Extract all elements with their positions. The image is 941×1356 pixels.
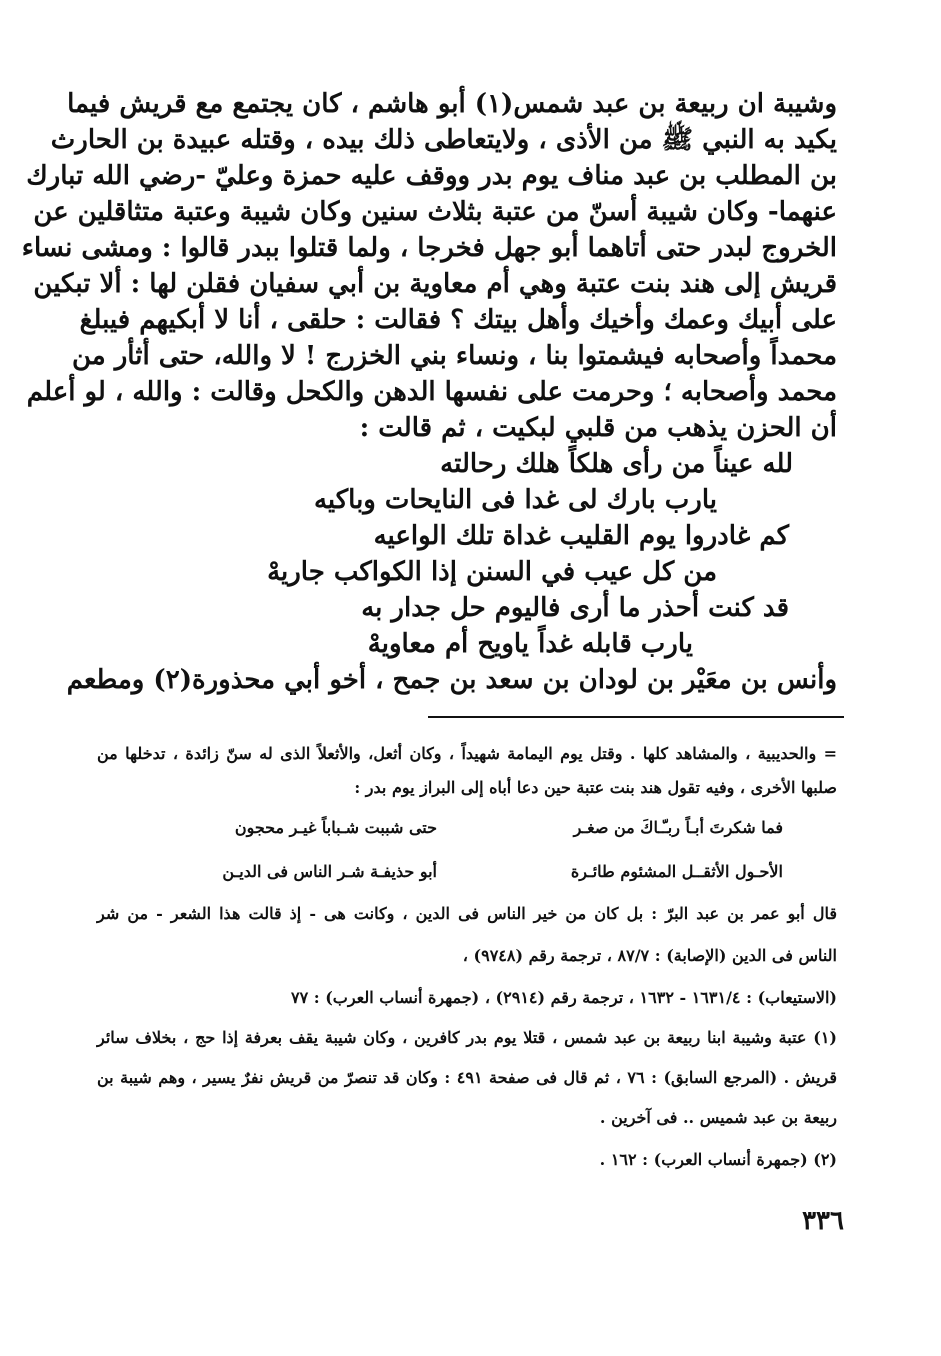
main-text-line: عنهما- وكان شيبة أسنّ من عتبة بثلاث سنين وكان شيبة وعتبة متثاقلين عن [33,197,837,227]
main-text-line: محمداً وأصحابه فيشمتوا بنا ، ونساء بني الخزرج ! لا والله، حتى أثأر من [71,341,837,371]
footnote-line: (الاستيعاب) : ١٦٣١/٤ - ١٦٣٢ ، ترجمة رقم (٢٩١٤) ، (جمهرة أنساب العرب) : ٧٧ [290,988,837,1007]
main-text-line: بن المطلب بن عبد مناف يوم بدر ووقف عليه حمزة وعليّ -رضي الله تبارك [26,161,837,191]
footnote-poem-hemistich: أبو حذيفـة شـر الناس فى الديـن [222,862,437,881]
footnote-line: قال أبو عمر بن عبد البرّ : بل كان من خير الناس فى الدين ، وكانت هى - إذ قالت هذا الشعر - من شر [97,904,837,923]
footnote-divider [428,716,844,718]
poem-verse: كم غادروا يوم القليب غداة تلك الواعيه [373,521,789,551]
footnote-line: صلبها الأخرى ، وفيه تقول هند بنت عتبة حين دعا أباه إلى البراز يوم بدر : [354,778,837,797]
poem-verse: يارب بارك لى غدا فى النايحات وباكيه [313,485,717,515]
main-text-line: وأنس بن معَيْر بن لودان بن سعد بن جمح ، أخو أبي محذورة(٢) ومطعم [66,665,837,695]
main-text-line: محمد وأصحابه ؛ وحرمت على نفسها الدهن والكحل وقالت : والله ، لو أعلم [26,377,837,407]
main-text-line: على أبيك وعمك وأخيك وأهل بيتك ؟ فقالت : حلقى ، أنا لا أبكيهم فيبلغ [79,305,837,335]
main-text-line: الخروج لبدر حتى أتاهما أبو جهل فخرجا ، ولما قتلوا ببدر قالوا : ومشى نساء [21,233,837,263]
page-number: ٣٣٦ [802,1206,844,1236]
poem-verse: من كل عيب في السنن إذا الكواكب جاريهْ [267,557,717,587]
footnote-poem-hemistich: الأحـول الأثقــل المشئوم طائـرة [570,862,783,881]
footnote-poem-hemistich: فما شكرتَ أبـاً ربـّـاكَ من صغـر [573,818,783,837]
main-text-line: أن الحزن يذهب من قلبي لبكيت ، ثم قالت : [359,413,837,443]
footnote-line: ربيعة بن عبد شميس .. فى آخرين . [599,1108,837,1127]
main-text-line: يكيد به النبي ﷺ من الأذى ، ولايتعاطى ذلك بيده ، وقتله عبيدة بن الحارث [50,125,837,155]
footnote-line: (١) عتبة وشيبة ابنا ربيعة بن عبد شمس ، قتلا يوم بدر كافرين ، وكان شيبة يقف بعرفة إذا حج ، بخلاف سائر [97,1028,837,1047]
footnote-line: = والحديبية ، والمشاهد كلها . وقتل يوم اليمامة شهيداً ، وكان أثعل، والأثعلاً الذى له سنّ زائدة ، تدخلها من [97,744,837,763]
footnote-line: الناس فى الدين (الإصابة) : ٨٧/٧ ، ترجمة رقم (٩٧٤٨) ، [462,946,837,965]
footnote-line: (٢) (جمهرة أنساب العرب) : ١٦٢ . [599,1150,837,1169]
main-text-line: وشيبة ان ربيعة بن عبد شمس(١) أبو هاشم ، كان يجتمع مع قريش فيما [67,89,837,119]
poem-verse: قد كنت أحذر ما أرى فاليوم حل جدار به [361,593,789,623]
footnote-line: قريش . (المرجع السابق) : ٧٦ ، ثم قال فى صفحة ٤٩١ : وكان قد تنصرّ من قريش نفرٌ يسير ، وهم شيبة بن [97,1068,838,1087]
poem-verse: لله عيناً من رأى هلكاً هلك رحالته [440,449,793,479]
poem-verse: يارب قابله غداً ياويح أم معاويهْ [367,629,693,659]
main-text-line: قريش إلى هند بنت عتبة وهي أم معاوية بن أبي سفيان فقلن لها : ألا تبكين [33,269,837,299]
footnote-poem-hemistich: حتى شببت شـباباً غيـر محجون [234,818,437,837]
